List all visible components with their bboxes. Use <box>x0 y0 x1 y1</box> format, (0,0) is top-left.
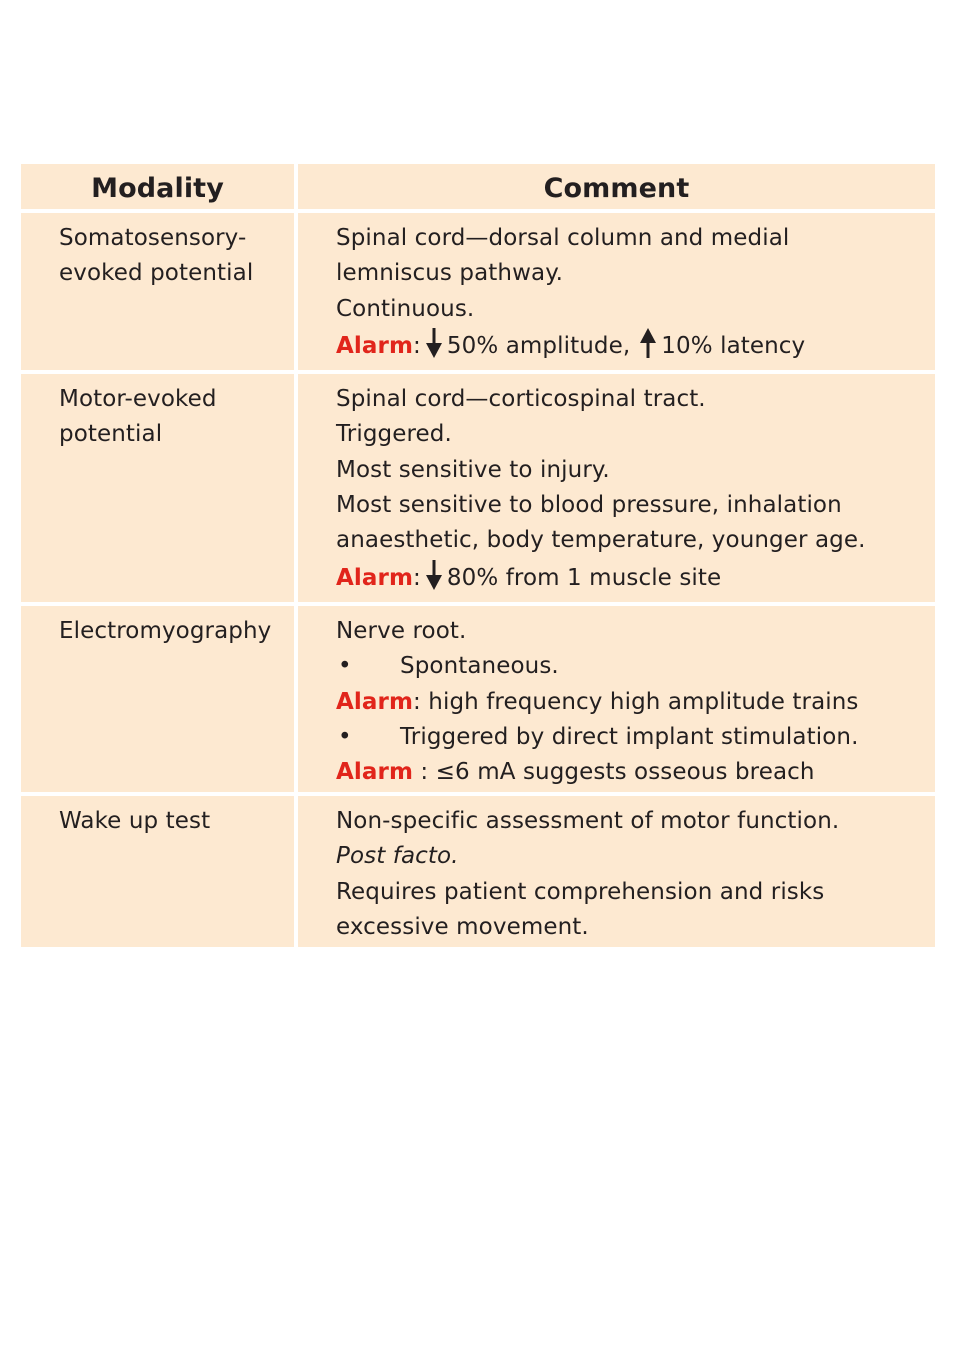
alarm-label: Alarm <box>336 564 414 591</box>
bullet-text: Spontaneous. <box>400 653 559 680</box>
alarm-label: Alarm <box>336 759 414 786</box>
alarm-line <box>336 559 935 602</box>
comment-text: Most sensitive to blood pressure, inhalation <box>336 492 842 519</box>
comment-text: Triggered. <box>336 421 452 448</box>
modality-cell <box>19 794 296 949</box>
comment-text: Non-specific assessment of motor function. <box>336 807 840 834</box>
table-row <box>19 604 937 794</box>
down-arrow-icon <box>425 327 443 370</box>
bullet-symbol: • <box>338 653 352 680</box>
comment-text: Nerve root. <box>336 617 467 644</box>
monitoring-modalities-table <box>17 160 939 951</box>
bullet-item <box>336 649 935 684</box>
table-row <box>19 372 937 604</box>
modality-cell <box>19 211 296 372</box>
alarm-label: Alarm <box>336 688 414 715</box>
header-comment: Comment <box>296 162 937 211</box>
alarm-separator: : <box>413 332 421 359</box>
comment-text: Most sensitive to injury. <box>336 456 610 483</box>
up-arrow-icon <box>639 327 657 370</box>
alarm-text: 80% from 1 muscle site <box>446 564 722 591</box>
comment-cell <box>296 604 937 794</box>
alarm-label: Alarm <box>336 332 414 359</box>
header-modality: Modality <box>19 162 296 211</box>
modality-text: Somatosensory- <box>59 225 247 251</box>
alarm-text: 50% amplitude, <box>446 332 631 359</box>
comment-text: lemniscus pathway. <box>336 260 564 287</box>
comment-cell <box>296 211 937 372</box>
monitoring-modalities-table-container <box>17 160 935 951</box>
alarm-line <box>336 327 935 370</box>
modality-text: Motor-evoked <box>59 386 217 413</box>
modality-text: evoked potential <box>59 260 254 287</box>
alarm-separator: : <box>413 564 421 591</box>
alarm-text: : ≤6 mA suggests osseous breach <box>413 759 815 786</box>
alarm-text: 10% latency <box>661 332 806 359</box>
alarm-text: : high frequency high amplitude trains <box>413 688 859 715</box>
comment-text: Spinal cord—corticospinal tract. <box>336 386 706 413</box>
header-row <box>19 162 937 211</box>
comment-cell <box>296 794 937 949</box>
comment-cell <box>296 372 937 604</box>
bullet-text: Triggered by direct implant stimulation. <box>400 723 859 750</box>
bullet-item <box>336 720 935 755</box>
modality-text: Wake up test <box>59 807 211 834</box>
modality-text: potential <box>59 421 163 448</box>
alarm-line <box>336 685 935 720</box>
modality-cell <box>19 372 296 604</box>
comment-text: anaesthetic, body temperature, younger age. <box>336 527 866 554</box>
down-arrow-icon <box>425 559 443 602</box>
modality-text: Electromyography <box>59 617 272 644</box>
modality-cell <box>19 604 296 794</box>
comment-italic-text: Post facto. <box>336 843 459 870</box>
alarm-line <box>336 755 935 790</box>
bullet-symbol: • <box>338 723 352 750</box>
table-row <box>19 794 937 949</box>
table-row <box>19 211 937 372</box>
comment-text: excessive movement. <box>336 913 589 940</box>
comment-text: Requires patient comprehension and risks <box>336 878 825 905</box>
comment-text: Continuous. <box>336 295 475 322</box>
comment-text: Spinal cord—dorsal column and medial <box>336 225 790 251</box>
